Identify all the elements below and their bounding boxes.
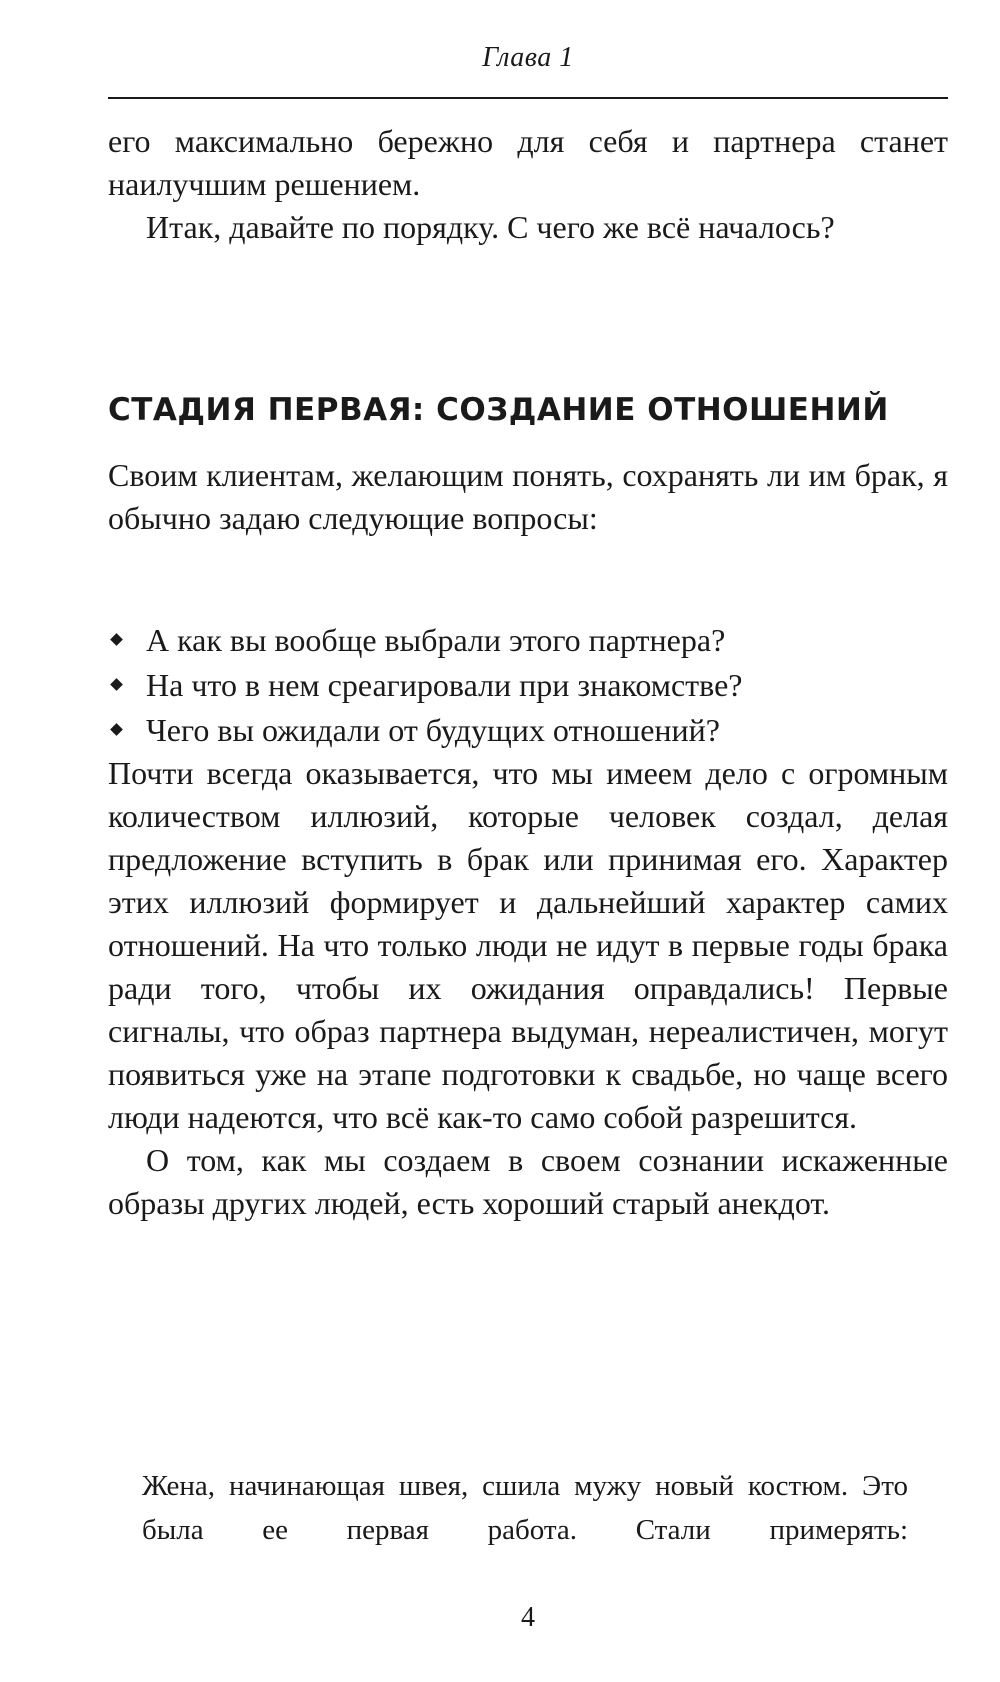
list-item-text: А как вы вообще выбрали этого партнера?	[146, 622, 726, 658]
list-item	[108, 708, 948, 753]
body-paragraph: Почти всегда оказывается, что мы имеем дело с огромным количеством иллюзий, которые человек создал, делая предложение вступить в брак или принимая его. Характер этих иллюзий формирует и дальнейший характер самих отношений. На что только люди не идут в первые годы брака ради того, чтобы их ожидания оправдались! Первые сигналы, что образ партнера выдуман, нереалистичен, могут появиться уже на этапе подготовки к свадьбе, но чаще всего люди надеются, что всё как-то само собой разрешится.	[108, 755, 948, 1135]
list-item	[108, 663, 948, 708]
lead-block	[108, 454, 948, 540]
list-item-text: Чего вы ожидали от будущих отношений?	[146, 712, 720, 748]
intro-paragraph: Итак, давайте по порядку. С чего же всё началось?	[146, 209, 835, 245]
anecdote-text: Жена, начинающая швея, сшила мужу новый костюм. Это была ее первая работа. Стали примерять:	[142, 1470, 908, 1546]
question-list	[108, 618, 948, 753]
list-item-text: На что в нем среагировали при знакомстве?	[146, 667, 743, 703]
intro-block	[108, 120, 948, 249]
body-paragraph: О том, как мы создаем в своем сознании искаженные образы других людей, есть хороший старый анекдот.	[108, 1142, 948, 1221]
intro-paragraph-continued: его максимально бережно для себя и партнера станет наилучшим решением.	[108, 123, 948, 202]
diamond-bullet-icon	[110, 723, 123, 736]
lead-paragraph: Своим клиентам, желающим понять, сохранять ли им брак, я обычно задаю следующие вопросы:	[108, 457, 948, 536]
section-heading: СТАДИЯ ПЕРВАЯ: СОЗДАНИЕ ОТНОШЕНИЙ	[108, 392, 889, 428]
anecdote-block	[142, 1464, 908, 1552]
header-rule	[108, 97, 948, 99]
page-number: 4	[521, 1602, 535, 1633]
running-head: Глава 1	[482, 42, 574, 73]
diamond-bullet-icon	[110, 678, 123, 691]
diamond-bullet-icon	[110, 633, 123, 646]
body-block	[108, 752, 948, 1225]
list-item	[108, 618, 948, 663]
